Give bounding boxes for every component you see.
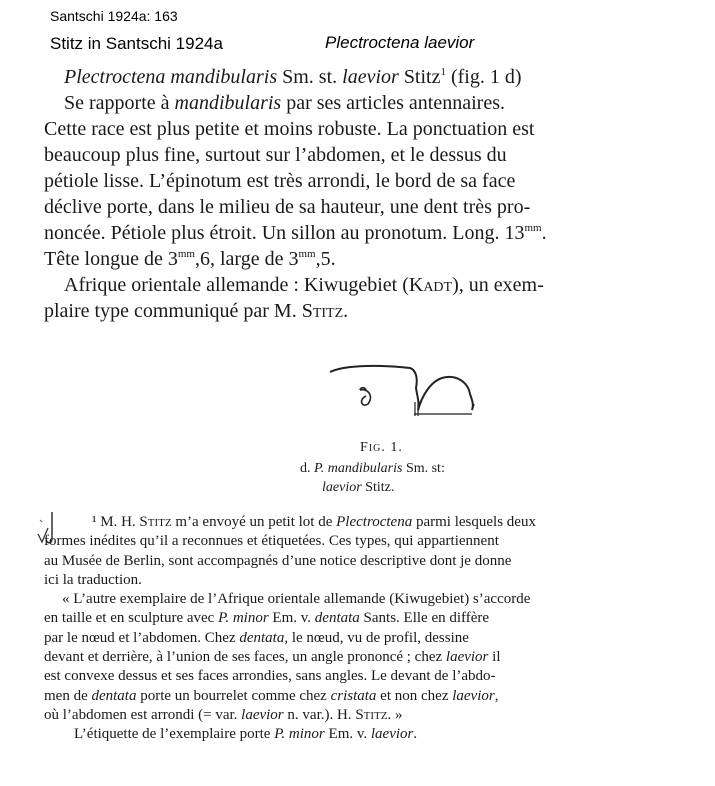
text-run: Em. v. (268, 610, 315, 627)
text-run: noncée. Pétiole plus étroit. Un sillon au pronotum. Long. 13 (44, 222, 525, 244)
text-run: laevior (370, 726, 414, 743)
text-run: Se rapporte à (64, 92, 175, 114)
text-run: Stitz (301, 300, 344, 322)
text-run: laevior (241, 706, 284, 723)
text-run: . (343, 300, 349, 322)
text-run: laevior (452, 687, 495, 704)
footnote-line (44, 687, 684, 706)
text-run: Stitz (139, 514, 172, 530)
text-run: Sants. Elle en diffère (359, 610, 490, 627)
para1-line: beaucoup plus fine, surtout sur l’abdomen, et le dessus du (44, 144, 507, 166)
text-run: Em. v. (324, 726, 371, 743)
text-run: par ses articles antennaires. (281, 92, 505, 114)
text-run: Afrique orientale allemande : Kiwugebiet ( (64, 274, 409, 296)
footnote-line (44, 706, 684, 725)
text-run: L’étiquette de l’exemplaire porte (74, 726, 275, 743)
figure-caption-line (300, 461, 445, 477)
text-run: parmi lesquels deux (412, 514, 536, 530)
text-run: devant et derrière, à l’union de ses faces, un angle prononcé ; chez (44, 649, 446, 666)
title-subspecies: laevior (342, 66, 399, 88)
text-run: . (541, 222, 547, 244)
para1-line (44, 220, 662, 246)
para1-line (44, 246, 662, 272)
text-run: Stitz (355, 706, 388, 723)
text-run: d. (300, 461, 314, 476)
footnote-line (44, 629, 684, 648)
para1-line: Cette race est plus petite et moins robuste. La ponctuation est (44, 118, 535, 140)
footnote-block (44, 513, 684, 745)
footnote-line: est convexe dessus et ses faces arrondies, sans angles. Le devant de l’abdo- (44, 668, 496, 685)
title-figref: (fig. 1 d) (445, 66, 522, 88)
text-run: par le nœud et l’abdomen. Chez (44, 629, 240, 646)
figure-label: Fig. 1. (360, 440, 403, 455)
para1-line (44, 90, 662, 116)
species-name-header: Plectroctena laevior (325, 33, 475, 52)
para2-line (44, 298, 662, 324)
text-run: dentata (91, 687, 137, 704)
text-run: mm (177, 248, 195, 260)
title-author: Stitz (398, 66, 441, 88)
text-run: où l’abdomen est arrondi (= var. (44, 706, 242, 723)
text-run: . (413, 726, 418, 743)
text-run: ,5. (315, 248, 336, 270)
text-run: , le nœud, vu de profil, dessine (284, 629, 469, 646)
text-run: Tête longue de 3 (44, 248, 178, 270)
taxon-title (44, 64, 662, 90)
footnote-line (44, 648, 684, 667)
author-citation: Stitz in Santschi 1924a (50, 34, 223, 53)
para1-line: pétiole lisse. L’épinotum est très arrondi, le bord de sa face (44, 170, 516, 192)
text-run: , (494, 687, 499, 704)
footnote-line: « L’autre exemplaire de l’Afrique orientale allemande (Kiwugebiet) s’accorde (62, 591, 531, 608)
footnote-line: ici la traduction. (44, 571, 142, 588)
text-run: . » (387, 706, 403, 723)
text-run: plaire type communiqué par M. (44, 300, 302, 322)
text-run: m’a envoyé un petit lot de (171, 514, 337, 530)
main-text-block (44, 64, 662, 324)
text-run: laevior (445, 649, 489, 666)
para1-line: déclive porte, dans le milieu de sa hauteur, une dent très pro- (44, 196, 531, 218)
text-run: P. minor (274, 726, 325, 743)
ant-petiole-drawing-icon (322, 360, 482, 420)
text-run: mm (298, 248, 316, 260)
text-run: n. var.). H. (283, 706, 356, 723)
title-footnote-ref: 1 (440, 66, 446, 78)
footnote-line: formes inédites qu’il a reconnues et étiquetées. Ces types, qui appartiennent (44, 533, 499, 550)
text-run: P. minor (218, 610, 269, 627)
text-run: laevior (322, 480, 362, 495)
text-run: en taille et en sculpture avec (44, 610, 219, 627)
para2-line (44, 272, 662, 298)
footnote-line (44, 725, 684, 744)
footnote-line (44, 609, 684, 628)
title-genus-species: Plectroctena mandibularis (64, 66, 278, 88)
text-run: porte un bourrelet comme chez (136, 687, 331, 704)
text-run: il (488, 649, 501, 666)
title-mid: Sm. st. (277, 66, 343, 88)
text-run: Sm. st: (402, 461, 445, 476)
text-run: dentata (239, 629, 285, 646)
text-run: dentata (314, 610, 360, 627)
text-run: P. mandibularis (314, 461, 403, 476)
text-run: et non chez (376, 687, 453, 704)
page-reference: Santschi 1924a: 163 (50, 8, 178, 24)
text-run: Plectroctena (336, 514, 413, 530)
text-run: cristata (330, 687, 377, 704)
text-run: ), un exem- (452, 274, 544, 296)
text-run: mandibularis (174, 92, 282, 114)
text-run: ,6, large de 3 (194, 248, 299, 270)
text-run: Kadt (408, 274, 453, 296)
text-run: ¹ M. H. (92, 514, 140, 530)
figure-caption-line (322, 480, 394, 496)
footnote-line: au Musée de Berlin, sont accompagnés d’une notice descriptive dont je donne (44, 552, 512, 569)
footnote-line (44, 513, 684, 532)
text-run: mm (524, 222, 542, 234)
text-run: Stitz. (361, 480, 395, 495)
text-run: men de (44, 687, 92, 704)
